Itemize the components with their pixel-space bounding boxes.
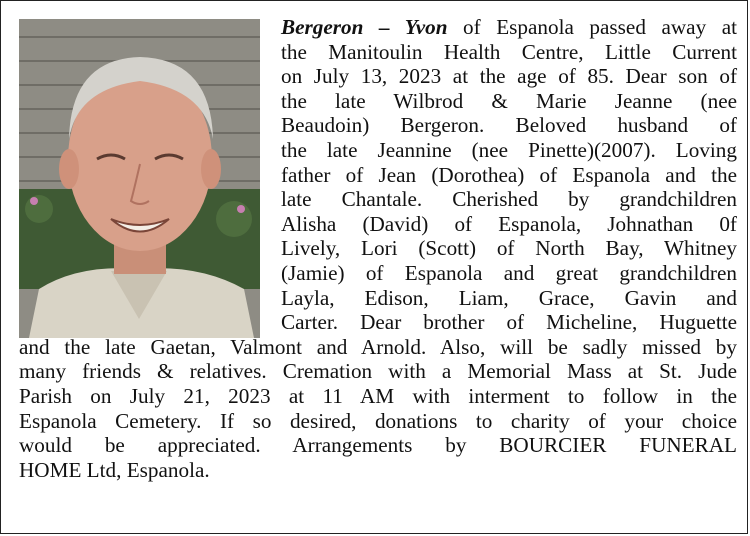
text-line: and the late Gaetan, Valmont and Arnold. Also, will be sadly missed by [19,334,737,359]
deceased-name: Bergeron – Yvon [281,15,448,39]
text-line: many friends & relatives. Cremation with a Memorial Mass at St. Jude [19,359,737,384]
text-line: the late Wilbrod & Marie Jeanne (nee [281,88,737,113]
text-line: (Jamie) of Espanola and great grandchildren [281,260,737,285]
text-line-1-rest: of Espanola passed away at [447,15,737,39]
text-line: late Chantale. Cherished by grandchildren [281,187,737,212]
text-line: Lively, Lori (Scott) of North Bay, Whitney [281,236,737,261]
text-line: Carter. Dear brother of Micheline, Huguette [281,310,737,335]
text-line: the Manitoulin Health Centre, Little Current [281,39,737,64]
text-line: Beaudoin) Bergeron. Beloved husband of [281,113,737,138]
obituary-text [19,15,737,482]
text-line: Layla, Edison, Liam, Grace, Gavin and [281,285,737,310]
text-line: Parish on July 21, 2023 at 11 AM with interment to follow in the [19,383,737,408]
text-line: HOME Ltd, Espanola. [19,457,210,482]
text-line: Espanola Cemetery. If so desired, donations to charity of your choice [19,408,737,433]
text-line-1 [19,15,737,40]
text-line: Alisha (David) of Espanola, Johnathan 0f [281,211,737,236]
text-line: would be appreciated. Arrangements by BOURCIER FUNERAL [19,433,737,458]
text-line: the late Jeannine (nee Pinette)(2007). Loving [281,137,737,162]
text-line: on July 13, 2023 at the age of 85. Dear son of [281,64,737,89]
text-line: father of Jean (Dorothea) of Espanola and the [281,162,737,187]
